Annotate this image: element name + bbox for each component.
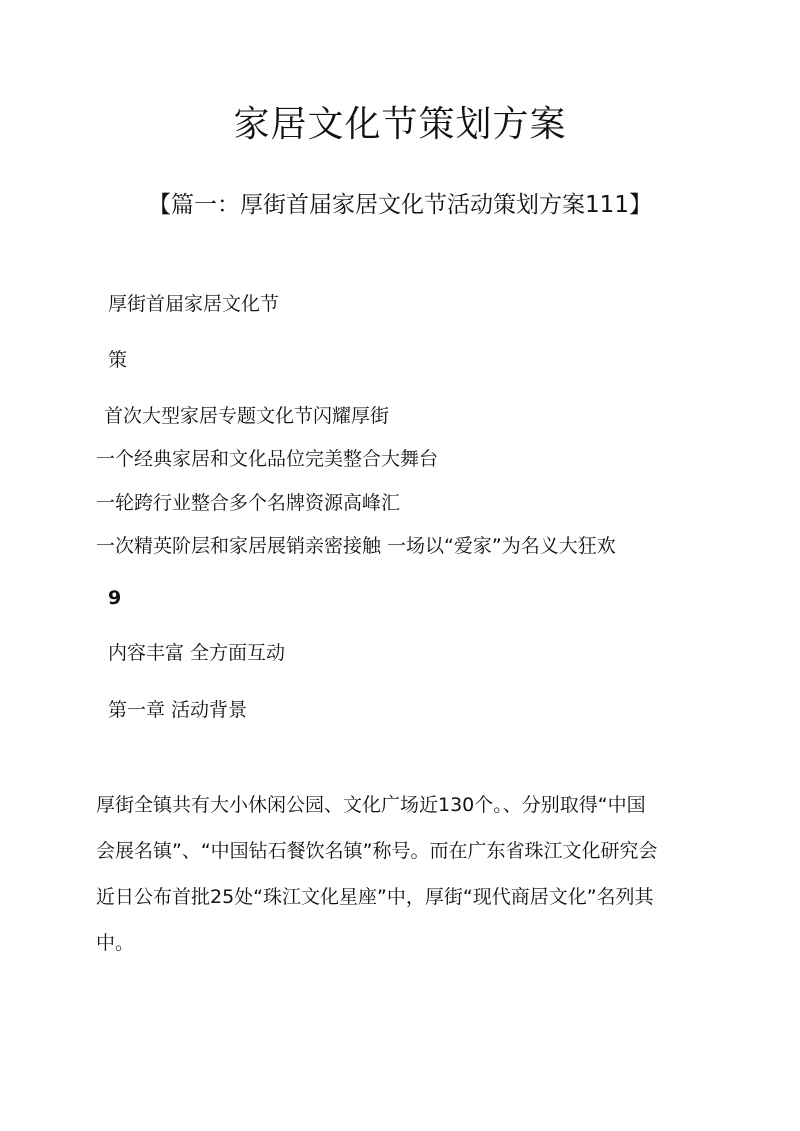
heading-line: 厚街首届家居文化节 [108,293,280,315]
slogan-line: 一轮跨行业整合多个名牌资源高峰汇 [96,492,401,514]
slogan-line: 一次精英阶层和家居展销亲密接触 一场以“爱家”为名义大狂欢 [96,535,616,557]
paragraph-line: 中。 [96,932,135,954]
paragraph-line: 近日公布首批25处“珠江文化星座”中，厚街“现代商居文化”名列其 [96,886,654,908]
body-paragraph [96,782,708,966]
heading-line: 内容丰富 全方面互动 [108,642,286,664]
paragraph-line: 会展名镇”、“中国钻石餐饮名镇”称号。而在广东省珠江文化研究会 [96,840,658,862]
slogan-line: 一个经典家居和文化品位完美整合大舞台 [96,448,439,470]
chapter-heading: 第一章 活动背景 [108,699,248,721]
page-number-text: 9 [108,587,122,609]
document-title: 家居文化节策划方案 [233,104,567,145]
paragraph-line: 厚街全镇共有大小休闲公园、文化广场近130个。、分别取得“中国 [96,794,646,816]
slogan-line: 首次大型家居专题文化节闪耀厚街 [104,405,390,427]
heading-line: 策 [108,349,128,371]
document-subtitle: 【篇一：厚街首届家居文化节活动策划方案111】 [148,192,652,218]
